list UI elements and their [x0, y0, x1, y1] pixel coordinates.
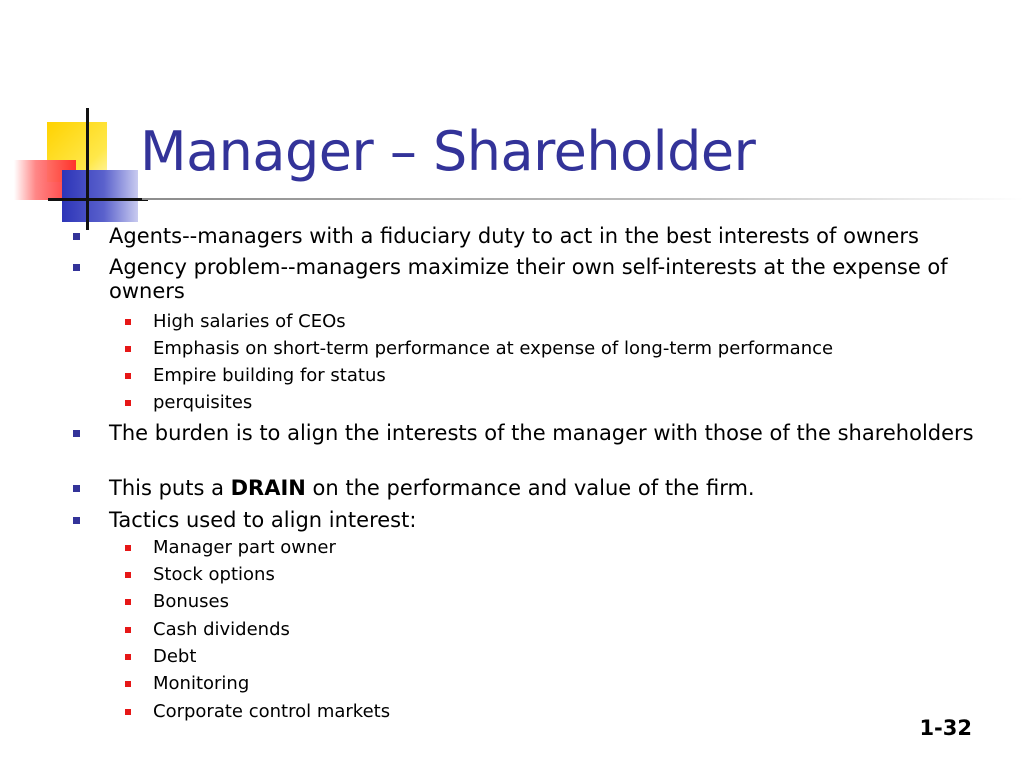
sub-bullet-manager-part-owner: Manager part owner [153, 537, 993, 559]
drain-emphasis: DRAIN [230, 476, 306, 500]
sub-bullet-empire-building: Empire building for status [153, 365, 993, 387]
bullet-drain [109, 476, 989, 500]
drain-text-after: on the performance and value of the firm. [305, 476, 755, 500]
logo-blue-square [62, 170, 138, 222]
slide-title: Manager – Shareholder [140, 120, 756, 183]
logo-horizontal-line [48, 198, 148, 201]
logo-vertical-line [86, 108, 89, 230]
sub-bullet-high-salaries: High salaries of CEOs [153, 311, 993, 333]
drain-text-before: This puts a [109, 476, 231, 500]
slide-logo-graphic [0, 0, 160, 240]
slide-number: 1-32 [919, 716, 972, 740]
sub-bullet-debt: Debt [153, 646, 993, 668]
bullet-tactics: Tactics used to align interest: [109, 508, 989, 532]
sub-bullet-bonuses: Bonuses [153, 591, 993, 613]
sub-bullet-short-term-emphasis: Emphasis on short-term performance at expense of long-term performance [153, 338, 993, 360]
sub-bullet-perquisites: perquisites [153, 392, 993, 414]
bullet-agents: Agents--managers with a fiduciary duty to act in the best interests of owners [109, 224, 989, 248]
sub-bullet-cash-dividends: Cash dividends [153, 619, 993, 641]
bullet-align-burden: The burden is to align the interests of the manager with those of the shareholders [109, 421, 989, 445]
bullet-agency-problem: Agency problem--managers maximize their own self-interests at the expense of owners [109, 255, 989, 303]
sub-bullet-corporate-control: Corporate control markets [153, 701, 993, 723]
sub-bullet-stock-options: Stock options [153, 564, 993, 586]
title-underline [142, 198, 1024, 200]
sub-bullet-monitoring: Monitoring [153, 673, 993, 695]
